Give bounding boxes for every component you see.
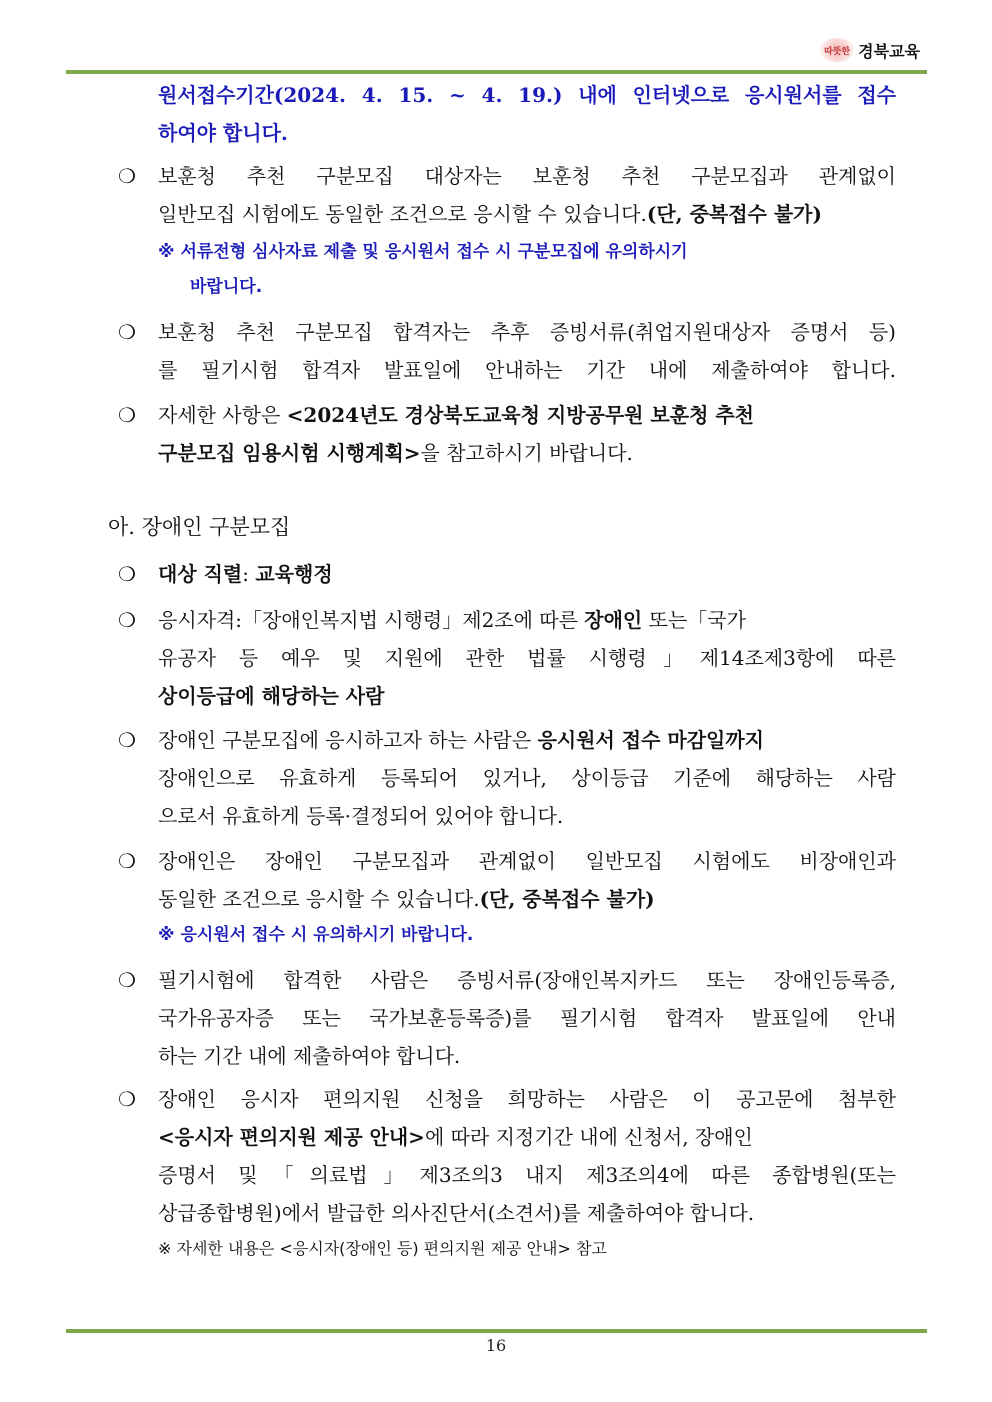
page-number: 16 — [485, 1336, 507, 1355]
text-line: 장애인 응시자 편의지원 신청을 희망하는 사람은 이 공고문에 첨부한 — [158, 1087, 896, 1111]
text-line: 장애인 구분모집에 응시하고자 하는 사람은 응시원서 접수 마감일까지 — [158, 728, 764, 752]
note-line: 바랍니다. — [190, 277, 263, 297]
bullet-icon: ❍ — [118, 1087, 136, 1111]
bullet-icon: ❍ — [118, 403, 136, 427]
text-line: 유공자 등 예우 및 지원에 관한 법률 시행령」제14조제3항에 따른 — [158, 646, 896, 670]
text-line: 국가유공자증 또는 국가보훈등록증)를 필기시험 합격자 발표일에 안내 — [158, 1006, 896, 1030]
text-line: 증명서 및「의료법」제3조의3 내지 제3조의4에 따른 종합병원(또는 — [158, 1163, 896, 1187]
text-line: 하여야 합니다. — [158, 121, 288, 145]
text-line: 대상 직렬: 교육행정 — [158, 562, 333, 586]
text-line: 하는 기간 내에 제출하여야 합니다. — [158, 1044, 461, 1068]
text-line: <응시자 편의지원 제공 안내>에 따라 지정기간 내에 신청서, 장애인 — [158, 1125, 753, 1149]
bullet-icon: ❍ — [118, 849, 136, 873]
text-line: 동일한 조건으로 응시할 수 있습니다.(단, 중복접수 불가) — [158, 887, 655, 911]
text-line: 를 필기시험 합격자 발표일에 안내하는 기간 내에 제출하여야 합니다. — [158, 358, 896, 382]
text-line: 상급종합병원)에서 발급한 의사진단서(소견서)를 제출하여야 합니다. — [158, 1201, 755, 1225]
section-heading: 아. 장애인 구분모집 — [108, 515, 291, 539]
text-line: 보훈청 추천 구분모집 대상자는 보훈청 추천 구분모집과 관계없이 — [158, 164, 896, 188]
text-line: 상이등급에 해당하는 사람 — [158, 684, 385, 708]
note-line: ※ 응시원서 접수 시 유의하시기 바랍니다. — [158, 925, 474, 945]
note-line: ※ 서류전형 심사자료 제출 및 응시원서 접수 시 구분모집에 유의하시기 — [158, 242, 688, 262]
text-line: 일반모집 시험에도 동일한 조건으로 응시할 수 있습니다.(단, 중복접수 불가) — [158, 202, 822, 226]
header-logo — [820, 38, 920, 62]
text-line: 보훈청 추천 구분모집 합격자는 추후 증빙서류(취업지원대상자 증명서 등) — [158, 320, 896, 344]
text-line: 필기시험에 합격한 사람은 증빙서류(장애인복지카드 또는 장애인등록증, — [158, 968, 896, 992]
text-line: 장애인은 장애인 구분모집과 관계없이 일반모집 시험에도 비장애인과 — [158, 849, 896, 873]
text-line: 으로서 유효하게 등록·결정되어 있어야 합니다. — [158, 804, 564, 828]
logo-emblem: 따뜻한 — [820, 38, 854, 62]
text-line: 구분모집 임용시험 시행계획>을 참고하시기 바랍니다. — [158, 441, 633, 465]
text-line: 원서접수기간(2024. 4. 15. ~ 4. 19.) 내에 인터넷으로 응시원서를 접수 — [158, 83, 896, 107]
bullet-icon: ❍ — [118, 728, 136, 752]
bullet-icon: ❍ — [118, 320, 136, 344]
logo-text: 경북교육 — [858, 41, 920, 61]
top-rule — [66, 70, 927, 74]
text-line: 자세한 사항은 <2024년도 경상북도교육청 지방공무원 보훈청 추천 — [158, 403, 754, 427]
bullet-icon: ❍ — [118, 968, 136, 992]
bullet-icon: ❍ — [118, 608, 136, 632]
bottom-rule — [66, 1329, 927, 1333]
text-line: 응시자격:「장애인복지법 시행령」제2조에 따른 장애인 또는「국가 — [158, 608, 746, 632]
note-line: ※ 자세한 내용은 <응시자(장애인 등) 편의지원 제공 안내> 참고 — [158, 1239, 607, 1258]
text-line: 장애인으로 유효하게 등록되어 있거나, 상이등급 기준에 해당하는 사람 — [158, 766, 896, 790]
bullet-icon: ❍ — [118, 164, 136, 188]
bullet-icon: ❍ — [118, 562, 136, 586]
